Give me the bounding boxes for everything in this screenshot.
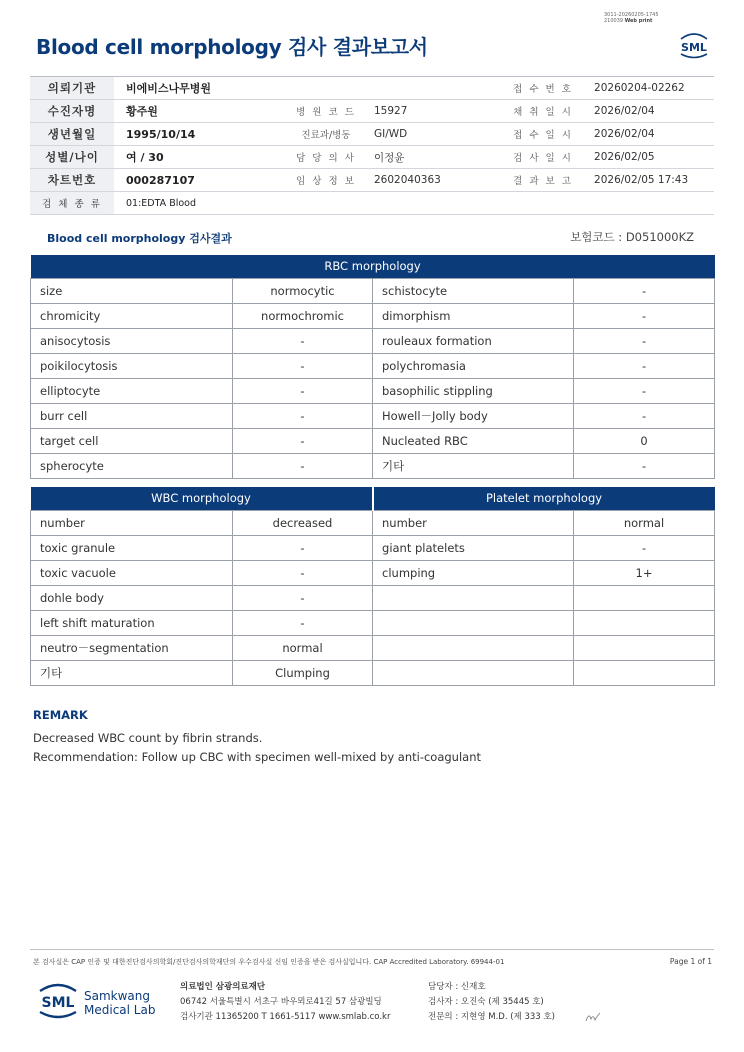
item-name-cell: number [373,510,574,535]
staff-line: 담당자 : 신재호 [428,982,486,992]
info-row [30,123,714,146]
org-contact: 검사기관 11365200 T 1661-5117 www.smlab.co.kr [180,1012,391,1022]
print-id-code: 210039 [604,18,624,24]
table-row [31,428,715,453]
footer-divider [30,949,714,950]
table-row [31,403,715,428]
item-name-cell: schistocyte [373,278,574,303]
patient-label: 수진자명 [30,100,114,123]
doctor-value: 이정윤 [368,146,498,169]
table-row [31,610,715,635]
item-name-cell: spherocyte [31,453,233,478]
received-date-label: 접 수 일 시 [498,123,588,146]
chart-no-label: 차트번호 [30,169,114,192]
item-result-cell: - [233,403,373,428]
item-result-cell: 1+ [574,560,715,585]
brand-name [84,989,155,1017]
item-result-cell: - [233,535,373,560]
item-result-cell: - [574,535,715,560]
table-row [31,303,715,328]
item-result-cell: normochromic [233,303,373,328]
item-name-cell: number [31,510,233,535]
patient-value: 황주원 [114,100,284,123]
table-row [31,560,715,585]
item-name-cell: toxic vacuole [31,560,233,585]
wbc-header: WBC morphology [31,487,373,510]
item-result-cell: Clumping [233,660,373,685]
print-id [604,12,684,24]
collection-date-label: 채 취 일 시 [498,100,588,123]
item-result-cell: - [574,278,715,303]
item-name-cell: basophilic stippling [373,378,574,403]
item-result-cell: normal [233,635,373,660]
wbc-platelet-rows [31,510,715,685]
item-name-cell [373,610,574,635]
org-address: 06742 서울특별시 서초구 바우뫼로41길 57 삼광빌딩 [180,997,382,1007]
item-name-cell: polychromasia [373,353,574,378]
rbc-rows [31,278,715,478]
item-name-cell [373,660,574,685]
table-row [31,353,715,378]
rbc-morphology-table [30,255,715,479]
item-name-cell: anisocytosis [31,328,233,353]
item-result-cell: - [574,378,715,403]
table-row [31,510,715,535]
staff-line: 전문의 : 지현영 M.D. (제 333 호) [428,1012,555,1022]
item-name-cell: left shift maturation [31,610,233,635]
page-number: Page 1 of 1 [669,957,712,966]
item-result-cell: decreased [233,510,373,535]
table-row [31,585,715,610]
sml-logo-icon [676,30,712,60]
section-title: Blood cell morphology 검사결과 [47,232,232,245]
item-result-cell: - [574,353,715,378]
item-result-cell: - [233,353,373,378]
clinical-info-value: 2602040363 [368,169,498,192]
item-name-cell: Nucleated RBC [373,428,574,453]
item-name-cell: burr cell [31,403,233,428]
item-result-cell: - [233,610,373,635]
clinical-info-label: 임 상 정 보 [284,169,368,192]
dob-label: 생년월일 [30,123,114,146]
item-result-cell: - [233,378,373,403]
item-result-cell: - [574,303,715,328]
report-date-label: 결 과 보 고 [498,169,588,192]
item-name-cell: target cell [31,428,233,453]
table-row [31,453,715,478]
item-name-cell: 기타 [373,453,574,478]
insurance-code: 보험코드 : D051000KZ [570,230,694,244]
item-name-cell: 기타 [31,660,233,685]
remark-line: Decreased WBC count by fibrin strands. [33,731,263,745]
staff-line: 검사자 : 오진숙 (제 35445 호) [428,997,544,1007]
org-info [180,980,390,1025]
certification-note: 본 검사실은 CAP 인증 및 대한진단검사의학회/진단검사의학재단의 우수검사실 신임 인증을 받은 검사실입니다. CAP Accredited Laboratory. 69944-01 [33,958,505,966]
hospital-value: 비에비스나무병원 [114,77,498,100]
svg-text:SML: SML [681,41,707,54]
brand-line1: Samkwang [84,989,150,1003]
item-name-cell: elliptocyte [31,378,233,403]
item-name-cell: toxic granule [31,535,233,560]
collection-date-value: 2026/02/04 [588,100,714,123]
rbc-header: RBC morphology [31,255,715,278]
item-result-cell [574,660,715,685]
test-date-value: 2026/02/05 [588,146,714,169]
hospital-code-value: 15927 [368,100,498,123]
item-result-cell: 0 [574,428,715,453]
table-row [31,328,715,353]
table-row [31,278,715,303]
table-row [31,535,715,560]
chart-no-value: 000287107 [114,169,284,192]
item-name-cell: dohle body [31,585,233,610]
received-date-value: 2026/02/04 [588,123,714,146]
item-result-cell: - [233,328,373,353]
item-result-cell: - [233,453,373,478]
info-row [30,192,714,215]
item-result-cell: - [233,585,373,610]
hospital-code-label: 병 원 코 드 [284,100,368,123]
department-label: 진료과/병동 [284,123,368,146]
info-row [30,169,714,192]
item-result-cell: - [574,328,715,353]
brand-line2: Medical Lab [84,1003,156,1017]
remark-title: REMARK [33,708,88,722]
staff-info [428,980,555,1025]
item-name-cell: chromicity [31,303,233,328]
item-name-cell: poikilocytosis [31,353,233,378]
sml-logo-icon [36,979,80,1021]
item-result-cell [574,635,715,660]
specimen-label: 검 체 종 류 [30,192,114,215]
wbc-platelet-table [30,487,715,686]
doctor-label: 담 당 의 사 [284,146,368,169]
item-result-cell: - [233,428,373,453]
item-name-cell: dimorphism [373,303,574,328]
info-row [30,77,714,100]
sex-age-value: 여 / 30 [114,146,284,169]
item-result-cell [574,585,715,610]
specimen-value: 01:EDTA Blood [114,192,714,215]
dob-value: 1995/10/14 [114,123,284,146]
info-row [30,146,714,169]
item-result-cell: - [574,453,715,478]
item-result-cell: normocytic [233,278,373,303]
item-result-cell: - [574,403,715,428]
table-row [31,635,715,660]
item-name-cell: size [31,278,233,303]
document-title: Blood cell morphology 검사 결과보고서 [36,35,428,59]
sex-age-label: 성별/나이 [30,146,114,169]
receipt-no-value: 20260204-02262 [588,77,714,100]
print-id-line1: 3011-20260205-1745 [604,12,659,18]
print-id-label: Web print [624,18,653,24]
svg-text:SML: SML [41,995,75,1011]
org-name: 의료법인 삼광의료재단 [180,982,266,992]
platelet-header: Platelet morphology [373,487,715,510]
item-name-cell: clumping [373,560,574,585]
item-result-cell: - [233,560,373,585]
department-value: GI/WD [368,123,498,146]
item-name-cell [373,585,574,610]
table-row [31,378,715,403]
item-name-cell [373,635,574,660]
report-date-value: 2026/02/05 17:43 [588,169,714,192]
hospital-label: 의뢰기관 [30,77,114,100]
item-name-cell: neutro－segmentation [31,635,233,660]
info-row [30,100,714,123]
table-row [31,660,715,685]
item-name-cell: giant platelets [373,535,574,560]
item-name-cell: rouleaux formation [373,328,574,353]
patient-info-table [30,76,714,215]
remark-line: Recommendation: Follow up CBC with specimen well-mixed by anti-coagulant [33,750,482,764]
item-name-cell: Howell－Jolly body [373,403,574,428]
receipt-no-label: 접 수 번 호 [498,77,588,100]
test-date-label: 검 사 일 시 [498,146,588,169]
signature-mark [584,1010,602,1024]
item-result-cell: normal [574,510,715,535]
item-result-cell [574,610,715,635]
